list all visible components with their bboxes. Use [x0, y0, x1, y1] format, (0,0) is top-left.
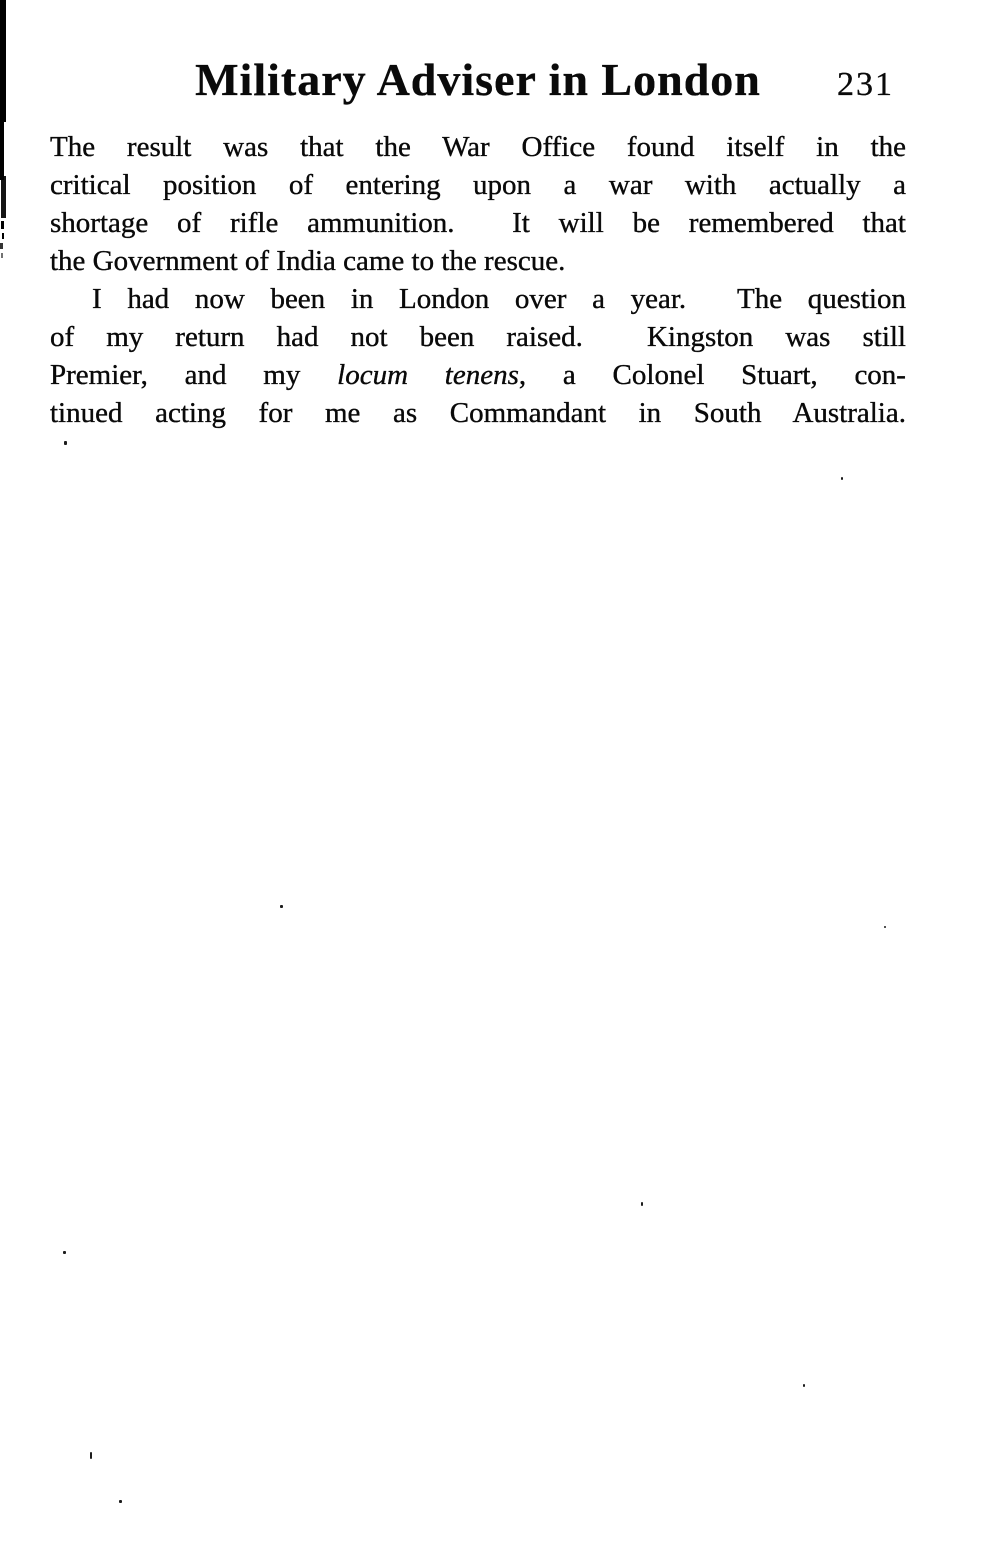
- page-title: Military Adviser in London: [195, 54, 761, 105]
- ink-speck: [64, 441, 67, 445]
- ink-speck: [63, 1251, 66, 1254]
- text-segment: , a Colonel Stuart, con-: [518, 359, 906, 391]
- text-block: [50, 128, 906, 432]
- ink-speck: [803, 1384, 805, 1387]
- paragraph-1: [50, 128, 906, 280]
- text-segment: Premier, and my: [50, 359, 338, 391]
- text-line: The result was that the War Office found itself in the: [50, 131, 906, 163]
- ink-speck: [119, 1500, 122, 1503]
- text-line: tinued acting for me as Commandant in South Australia.: [50, 397, 906, 429]
- page-number: 231: [837, 66, 894, 103]
- ink-speck: [884, 926, 886, 928]
- text-line: of my return had not been raised. Kingston was still: [50, 321, 906, 353]
- page-header: [50, 52, 906, 110]
- ink-speck: [841, 477, 843, 480]
- text-line: [50, 356, 906, 394]
- binding-edge-mark: [0, 0, 12, 270]
- text-line: shortage of rifle ammunition. It will be remembered that: [50, 207, 906, 239]
- text-line: critical position of entering upon a war with actually a: [50, 169, 906, 201]
- paragraph-2: [50, 280, 906, 432]
- text-line: the Government of India came to the rescue.: [50, 245, 566, 277]
- latin-phrase: locum tenens: [337, 359, 519, 391]
- ink-speck: [641, 1202, 643, 1206]
- text-line: I had now been in London over a year. The question: [92, 283, 906, 315]
- ink-speck: [90, 1452, 92, 1459]
- ink-speck: [280, 905, 283, 908]
